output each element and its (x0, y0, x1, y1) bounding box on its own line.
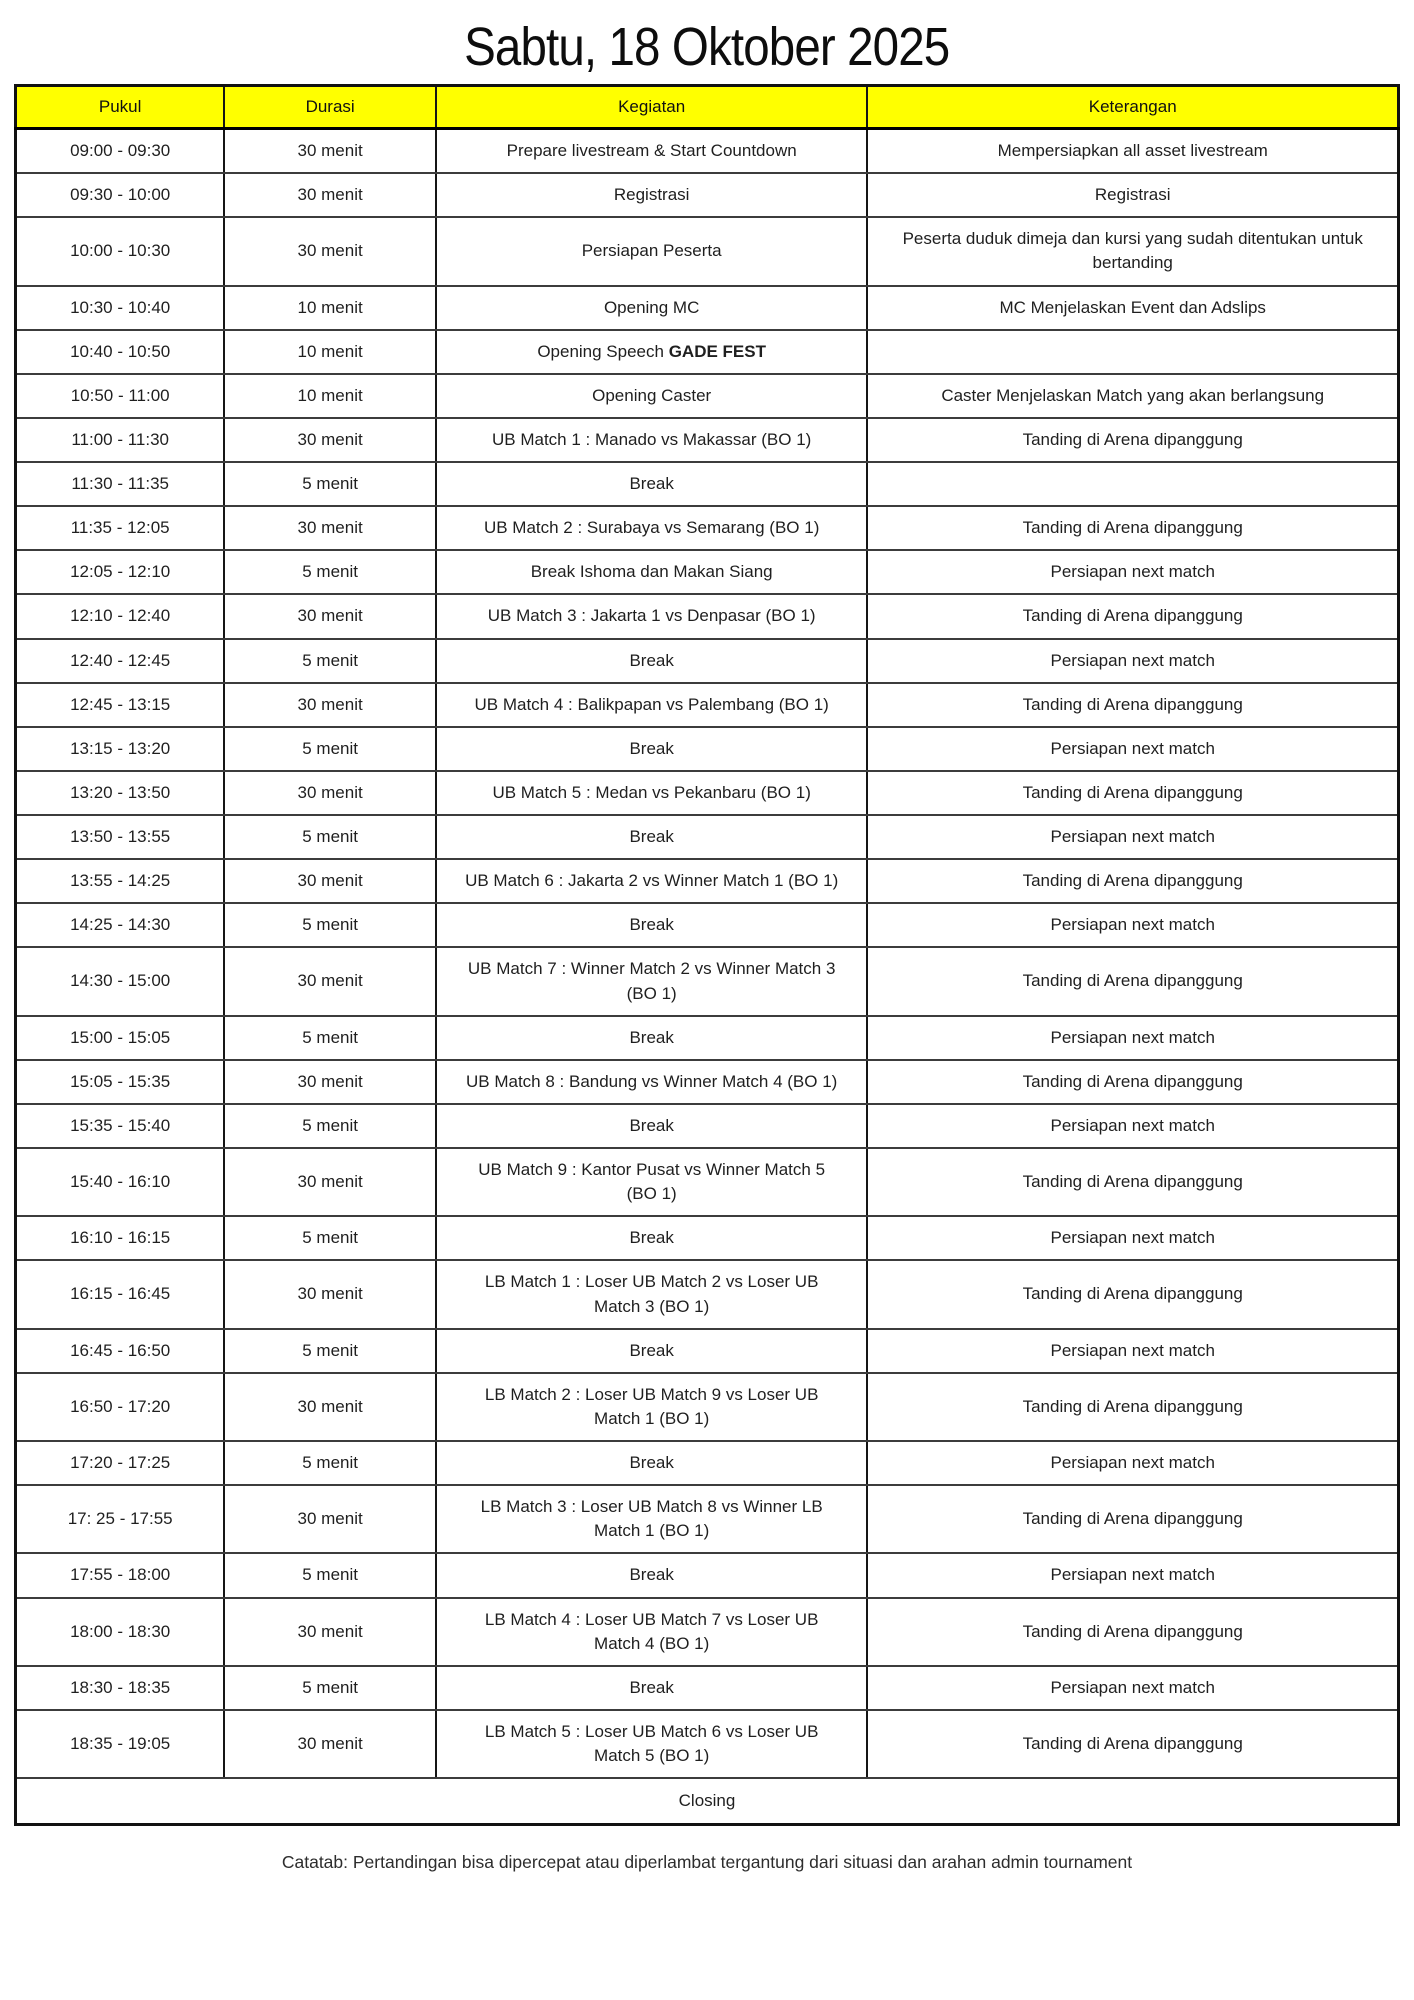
cell-pukul: 13:15 - 13:20 (16, 727, 225, 771)
cell-keterangan: Persiapan next match (867, 1216, 1398, 1260)
cell-durasi: 30 menit (224, 1260, 436, 1328)
page-title (0, 0, 1414, 84)
table-row (16, 1598, 1399, 1666)
schedule-table (14, 84, 1400, 1826)
cell-pukul: 16:15 - 16:45 (16, 1260, 225, 1328)
cell-keterangan: Mempersiapkan all asset livestream (867, 129, 1398, 174)
table-row (16, 1710, 1399, 1778)
cell-kegiatan: Break Ishoma dan Makan Siang (436, 550, 867, 594)
cell-kegiatan: Registrasi (436, 173, 867, 217)
cell-keterangan: Persiapan next match (867, 550, 1398, 594)
cell-keterangan: Tanding di Arena dipanggung (867, 1060, 1398, 1104)
cell-kegiatan: Break (436, 1666, 867, 1710)
cell-kegiatan: UB Match 6 : Jakarta 2 vs Winner Match 1 (BO 1) (436, 859, 867, 903)
cell-pukul: 15:05 - 15:35 (16, 1060, 225, 1104)
cell-kegiatan: Break (436, 1104, 867, 1148)
cell-keterangan: Persiapan next match (867, 815, 1398, 859)
table-row (16, 1260, 1399, 1328)
cell-kegiatan: Break (436, 1329, 867, 1373)
cell-durasi: 30 menit (224, 129, 436, 174)
column-header-keterangan: Keterangan (867, 86, 1398, 129)
cell-durasi: 5 menit (224, 1016, 436, 1060)
table-row (16, 594, 1399, 638)
cell-durasi: 5 menit (224, 1216, 436, 1260)
cell-pukul: 11:35 - 12:05 (16, 506, 225, 550)
page-title-text: Sabtu, 18 Oktober 2025 (464, 17, 950, 77)
cell-kegiatan: Opening Speech GADE FEST (436, 330, 867, 374)
cell-pukul: 15:35 - 15:40 (16, 1104, 225, 1148)
cell-durasi: 30 menit (224, 771, 436, 815)
cell-durasi: 5 menit (224, 1329, 436, 1373)
cell-durasi: 5 menit (224, 727, 436, 771)
cell-kegiatan: UB Match 7 : Winner Match 2 vs Winner Match 3 (BO 1) (436, 947, 867, 1015)
cell-keterangan: Peserta duduk dimeja dan kursi yang sudah ditentukan untuk bertanding (867, 217, 1398, 285)
table-row (16, 1553, 1399, 1597)
cell-kegiatan: Break (436, 815, 867, 859)
cell-durasi: 5 menit (224, 1666, 436, 1710)
cell-keterangan: Tanding di Arena dipanggung (867, 418, 1398, 462)
cell-pukul: 17:55 - 18:00 (16, 1553, 225, 1597)
cell-kegiatan: Break (436, 903, 867, 947)
table-row (16, 639, 1399, 683)
cell-kegiatan: Prepare livestream & Start Countdown (436, 129, 867, 174)
table-row (16, 330, 1399, 374)
cell-keterangan: Persiapan next match (867, 1441, 1398, 1485)
table-row (16, 1148, 1399, 1216)
cell-durasi: 5 menit (224, 1441, 436, 1485)
cell-kegiatan: LB Match 5 : Loser UB Match 6 vs Loser UB Match 5 (BO 1) (436, 1710, 867, 1778)
cell-kegiatan: UB Match 4 : Balikpapan vs Palembang (BO 1) (436, 683, 867, 727)
table-row (16, 859, 1399, 903)
cell-durasi: 30 menit (224, 1373, 436, 1441)
table-row (16, 1666, 1399, 1710)
table-row (16, 217, 1399, 285)
cell-keterangan: Caster Menjelaskan Match yang akan berlangsung (867, 374, 1398, 418)
header-row (16, 86, 1399, 129)
cell-kegiatan: Persiapan Peserta (436, 217, 867, 285)
cell-kegiatan: Break (436, 639, 867, 683)
cell-pukul: 12:05 - 12:10 (16, 550, 225, 594)
table-row (16, 683, 1399, 727)
cell-kegiatan: LB Match 1 : Loser UB Match 2 vs Loser UB Match 3 (BO 1) (436, 1260, 867, 1328)
cell-durasi: 30 menit (224, 947, 436, 1015)
cell-pukul: 12:10 - 12:40 (16, 594, 225, 638)
cell-pukul: 10:40 - 10:50 (16, 330, 225, 374)
cell-pukul: 17: 25 - 17:55 (16, 1485, 225, 1553)
table-row (16, 1060, 1399, 1104)
table-header (16, 86, 1399, 129)
cell-pukul: 16:10 - 16:15 (16, 1216, 225, 1260)
cell-keterangan: Tanding di Arena dipanggung (867, 594, 1398, 638)
cell-durasi: 5 menit (224, 903, 436, 947)
cell-keterangan: Tanding di Arena dipanggung (867, 683, 1398, 727)
cell-durasi: 5 menit (224, 462, 436, 506)
cell-durasi: 30 menit (224, 594, 436, 638)
column-header-pukul: Pukul (16, 86, 225, 129)
cell-pukul: 10:50 - 11:00 (16, 374, 225, 418)
cell-durasi: 5 menit (224, 1104, 436, 1148)
cell-durasi: 30 menit (224, 506, 436, 550)
cell-kegiatan: Break (436, 1553, 867, 1597)
cell-durasi: 5 menit (224, 550, 436, 594)
cell-kegiatan: Break (436, 727, 867, 771)
cell-kegiatan: Break (436, 1216, 867, 1260)
cell-pukul: 18:30 - 18:35 (16, 1666, 225, 1710)
cell-pukul: 09:00 - 09:30 (16, 129, 225, 174)
cell-keterangan: Persiapan next match (867, 1104, 1398, 1148)
table-row (16, 947, 1399, 1015)
table-row (16, 1104, 1399, 1148)
cell-keterangan: Tanding di Arena dipanggung (867, 859, 1398, 903)
table-row (16, 418, 1399, 462)
cell-kegiatan: LB Match 2 : Loser UB Match 9 vs Loser UB Match 1 (BO 1) (436, 1373, 867, 1441)
cell-pukul: 16:45 - 16:50 (16, 1329, 225, 1373)
cell-durasi: 10 menit (224, 286, 436, 330)
cell-pukul: 10:30 - 10:40 (16, 286, 225, 330)
cell-pukul: 18:00 - 18:30 (16, 1598, 225, 1666)
table-row (16, 129, 1399, 174)
cell-pukul: 18:35 - 19:05 (16, 1710, 225, 1778)
cell-keterangan: Persiapan next match (867, 727, 1398, 771)
table-row (16, 771, 1399, 815)
cell-pukul: 13:50 - 13:55 (16, 815, 225, 859)
cell-keterangan: Persiapan next match (867, 1666, 1398, 1710)
table-row (16, 1373, 1399, 1441)
cell-kegiatan: Break (436, 1441, 867, 1485)
cell-pukul: 13:55 - 14:25 (16, 859, 225, 903)
cell-durasi: 30 menit (224, 1060, 436, 1104)
cell-pukul: 17:20 - 17:25 (16, 1441, 225, 1485)
cell-durasi: 5 menit (224, 639, 436, 683)
cell-keterangan: Tanding di Arena dipanggung (867, 1710, 1398, 1778)
cell-keterangan: Tanding di Arena dipanggung (867, 947, 1398, 1015)
cell-pukul: 13:20 - 13:50 (16, 771, 225, 815)
cell-durasi: 5 menit (224, 815, 436, 859)
cell-pukul: 14:25 - 14:30 (16, 903, 225, 947)
cell-pukul: 14:30 - 15:00 (16, 947, 225, 1015)
cell-pukul: 12:45 - 13:15 (16, 683, 225, 727)
closing-cell: Closing (16, 1778, 1399, 1825)
cell-kegiatan: LB Match 4 : Loser UB Match 7 vs Loser UB Match 4 (BO 1) (436, 1598, 867, 1666)
cell-keterangan: Tanding di Arena dipanggung (867, 1485, 1398, 1553)
cell-pukul: 09:30 - 10:00 (16, 173, 225, 217)
cell-kegiatan: UB Match 1 : Manado vs Makassar (BO 1) (436, 418, 867, 462)
cell-durasi: 30 menit (224, 859, 436, 903)
column-header-durasi: Durasi (224, 86, 436, 129)
cell-keterangan (867, 462, 1398, 506)
cell-pukul: 16:50 - 17:20 (16, 1373, 225, 1441)
cell-keterangan: Tanding di Arena dipanggung (867, 1148, 1398, 1216)
closing-section (16, 1778, 1399, 1825)
cell-keterangan: Tanding di Arena dipanggung (867, 1373, 1398, 1441)
table-row (16, 462, 1399, 506)
cell-pukul: 15:00 - 15:05 (16, 1016, 225, 1060)
cell-keterangan: Tanding di Arena dipanggung (867, 506, 1398, 550)
table-row (16, 1441, 1399, 1485)
cell-kegiatan: UB Match 9 : Kantor Pusat vs Winner Match 5 (BO 1) (436, 1148, 867, 1216)
cell-kegiatan: UB Match 2 : Surabaya vs Semarang (BO 1) (436, 506, 867, 550)
table-row (16, 374, 1399, 418)
table-row (16, 286, 1399, 330)
cell-pukul: 11:30 - 11:35 (16, 462, 225, 506)
table-row (16, 727, 1399, 771)
table-row (16, 550, 1399, 594)
cell-durasi: 30 menit (224, 1148, 436, 1216)
table-row (16, 1216, 1399, 1260)
cell-durasi: 10 menit (224, 330, 436, 374)
table-row (16, 1485, 1399, 1553)
cell-kegiatan: Opening Caster (436, 374, 867, 418)
cell-durasi: 5 menit (224, 1553, 436, 1597)
cell-durasi: 30 menit (224, 1710, 436, 1778)
cell-kegiatan: Break (436, 462, 867, 506)
cell-kegiatan: Break (436, 1016, 867, 1060)
cell-keterangan (867, 330, 1398, 374)
cell-keterangan: Tanding di Arena dipanggung (867, 771, 1398, 815)
table-row (16, 1016, 1399, 1060)
cell-kegiatan: UB Match 8 : Bandung vs Winner Match 4 (BO 1) (436, 1060, 867, 1104)
cell-keterangan: Registrasi (867, 173, 1398, 217)
table-row (16, 815, 1399, 859)
cell-durasi: 30 menit (224, 173, 436, 217)
cell-kegiatan: UB Match 5 : Medan vs Pekanbaru (BO 1) (436, 771, 867, 815)
table-row (16, 903, 1399, 947)
footer-note: Catatab: Pertandingan bisa dipercepat atau diperlambat tergantung dari situasi dan arahan admin tournament (281, 1852, 1133, 1873)
closing-row (16, 1778, 1399, 1825)
cell-durasi: 30 menit (224, 217, 436, 285)
cell-durasi: 30 menit (224, 1598, 436, 1666)
cell-keterangan: Persiapan next match (867, 1329, 1398, 1373)
cell-pukul: 12:40 - 12:45 (16, 639, 225, 683)
cell-keterangan: Persiapan next match (867, 903, 1398, 947)
cell-durasi: 30 menit (224, 683, 436, 727)
table-row (16, 1329, 1399, 1373)
table-row (16, 173, 1399, 217)
cell-durasi: 30 menit (224, 418, 436, 462)
cell-keterangan: Persiapan next match (867, 1016, 1398, 1060)
cell-pukul: 10:00 - 10:30 (16, 217, 225, 285)
cell-keterangan: MC Menjelaskan Event dan Adslips (867, 286, 1398, 330)
cell-keterangan: Persiapan next match (867, 639, 1398, 683)
cell-durasi: 10 menit (224, 374, 436, 418)
cell-pukul: 15:40 - 16:10 (16, 1148, 225, 1216)
cell-durasi: 30 menit (224, 1485, 436, 1553)
cell-keterangan: Tanding di Arena dipanggung (867, 1260, 1398, 1328)
cell-kegiatan: UB Match 3 : Jakarta 1 vs Denpasar (BO 1) (436, 594, 867, 638)
cell-keterangan: Tanding di Arena dipanggung (867, 1598, 1398, 1666)
schedule-body (16, 129, 1399, 1779)
table-row (16, 506, 1399, 550)
cell-kegiatan: Opening MC (436, 286, 867, 330)
cell-keterangan: Persiapan next match (867, 1553, 1398, 1597)
column-header-kegiatan: Kegiatan (436, 86, 867, 129)
cell-pukul: 11:00 - 11:30 (16, 418, 225, 462)
cell-kegiatan: LB Match 3 : Loser UB Match 8 vs Winner LB Match 1 (BO 1) (436, 1485, 867, 1553)
